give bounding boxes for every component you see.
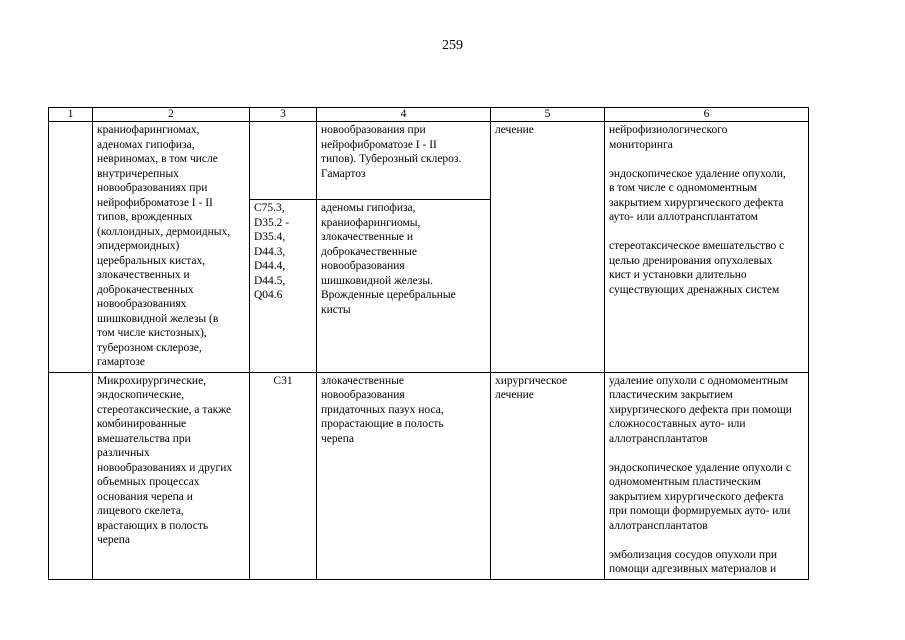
method-item: нейрофизиологического мониторинга: [609, 124, 728, 151]
row-b-methods-cell: [605, 372, 809, 579]
method-item: эмболизация сосудов опухоли при помощи адгезивных материалов и: [609, 548, 777, 575]
column-number-6: 6: [605, 108, 809, 122]
row-b-codes-cell: C31: [250, 372, 317, 579]
row-a-methods-cell: [605, 122, 809, 373]
medical-procedures-table: [48, 107, 809, 580]
column-number-3: 3: [250, 108, 317, 122]
page-number: 259: [442, 38, 463, 53]
row-b-number-cell: [49, 372, 93, 579]
row-a-codes-cell-1: [250, 122, 317, 200]
row-a-codes-cell-2: C75.3, D35.2 - D35.4, D44.3, D44.4, D44.5, Q04.6: [250, 200, 317, 373]
row-a-intervention-cell: краниофарингиомах, аденомах гипофиза, невриномах, в том числе внутричерепных новообразованиях при нейрофиброматозе I - II типов, врожденных (коллоидных, дермоидных, эпидермоидных) церебральных кистах, злокачественных и доброкачественных новообразованиях шишковидной железы (в том числе кистозных), туберозном склерозе, гамартозе: [93, 122, 250, 373]
column-number-1: 1: [49, 108, 93, 122]
table-row: [49, 372, 809, 579]
method-item: стереотаксическое вмешательство с целью дренирования опухолевых кист и установки длительно существующих дренажных систем: [609, 240, 785, 296]
row-b-intervention-cell: Микрохирургические, эндоскопические, стереотаксические, а также комбинированные вмешательства при различных новообразованиях и других объемных процессах основания черепа и лицевого скелета, врастающих в полость черепа: [93, 372, 250, 579]
row-b-diagnosis-cell: злокачественные новообразования придаточных пазух носа, прорастающие в полость черепа: [317, 372, 491, 579]
row-a-number-cell: [49, 122, 93, 373]
column-number-4: 4: [317, 108, 491, 122]
method-item: удаление опухоли с одномоментным пластическим закрытием хирургического дефекта при помощи сложносоставных ауто- или аллотрансплантатов: [609, 374, 792, 445]
method-item: эндоскопическое удаление опухоли с одномоментным пластическим закрытием хирургического дефекта при помощи формируемых ауто- или аллотрансплантатов: [609, 461, 791, 532]
table-row: [49, 122, 809, 200]
row-a-diagnosis-cell-2: аденомы гипофиза, краниофарингиомы, злокачественные и доброкачественные новообразования шишковидной железы. Врожденные церебральные кисты: [317, 200, 491, 373]
row-a-treatment-cell: лечение: [491, 122, 605, 373]
table-header-row: [49, 108, 809, 122]
row-a-diagnosis-cell-1: новообразования при нейрофиброматозе I - II типов). Туберозный склероз. Гамартоз: [317, 122, 491, 200]
method-item: эндоскопическое удаление опухоли, в том числе с одномоментным закрытием хирургического дефекта ауто- или аллотрансплантатом: [609, 167, 786, 223]
row-b-treatment-cell: хирургическое лечение: [491, 372, 605, 579]
column-number-5: 5: [491, 108, 605, 122]
column-number-2: 2: [93, 108, 250, 122]
